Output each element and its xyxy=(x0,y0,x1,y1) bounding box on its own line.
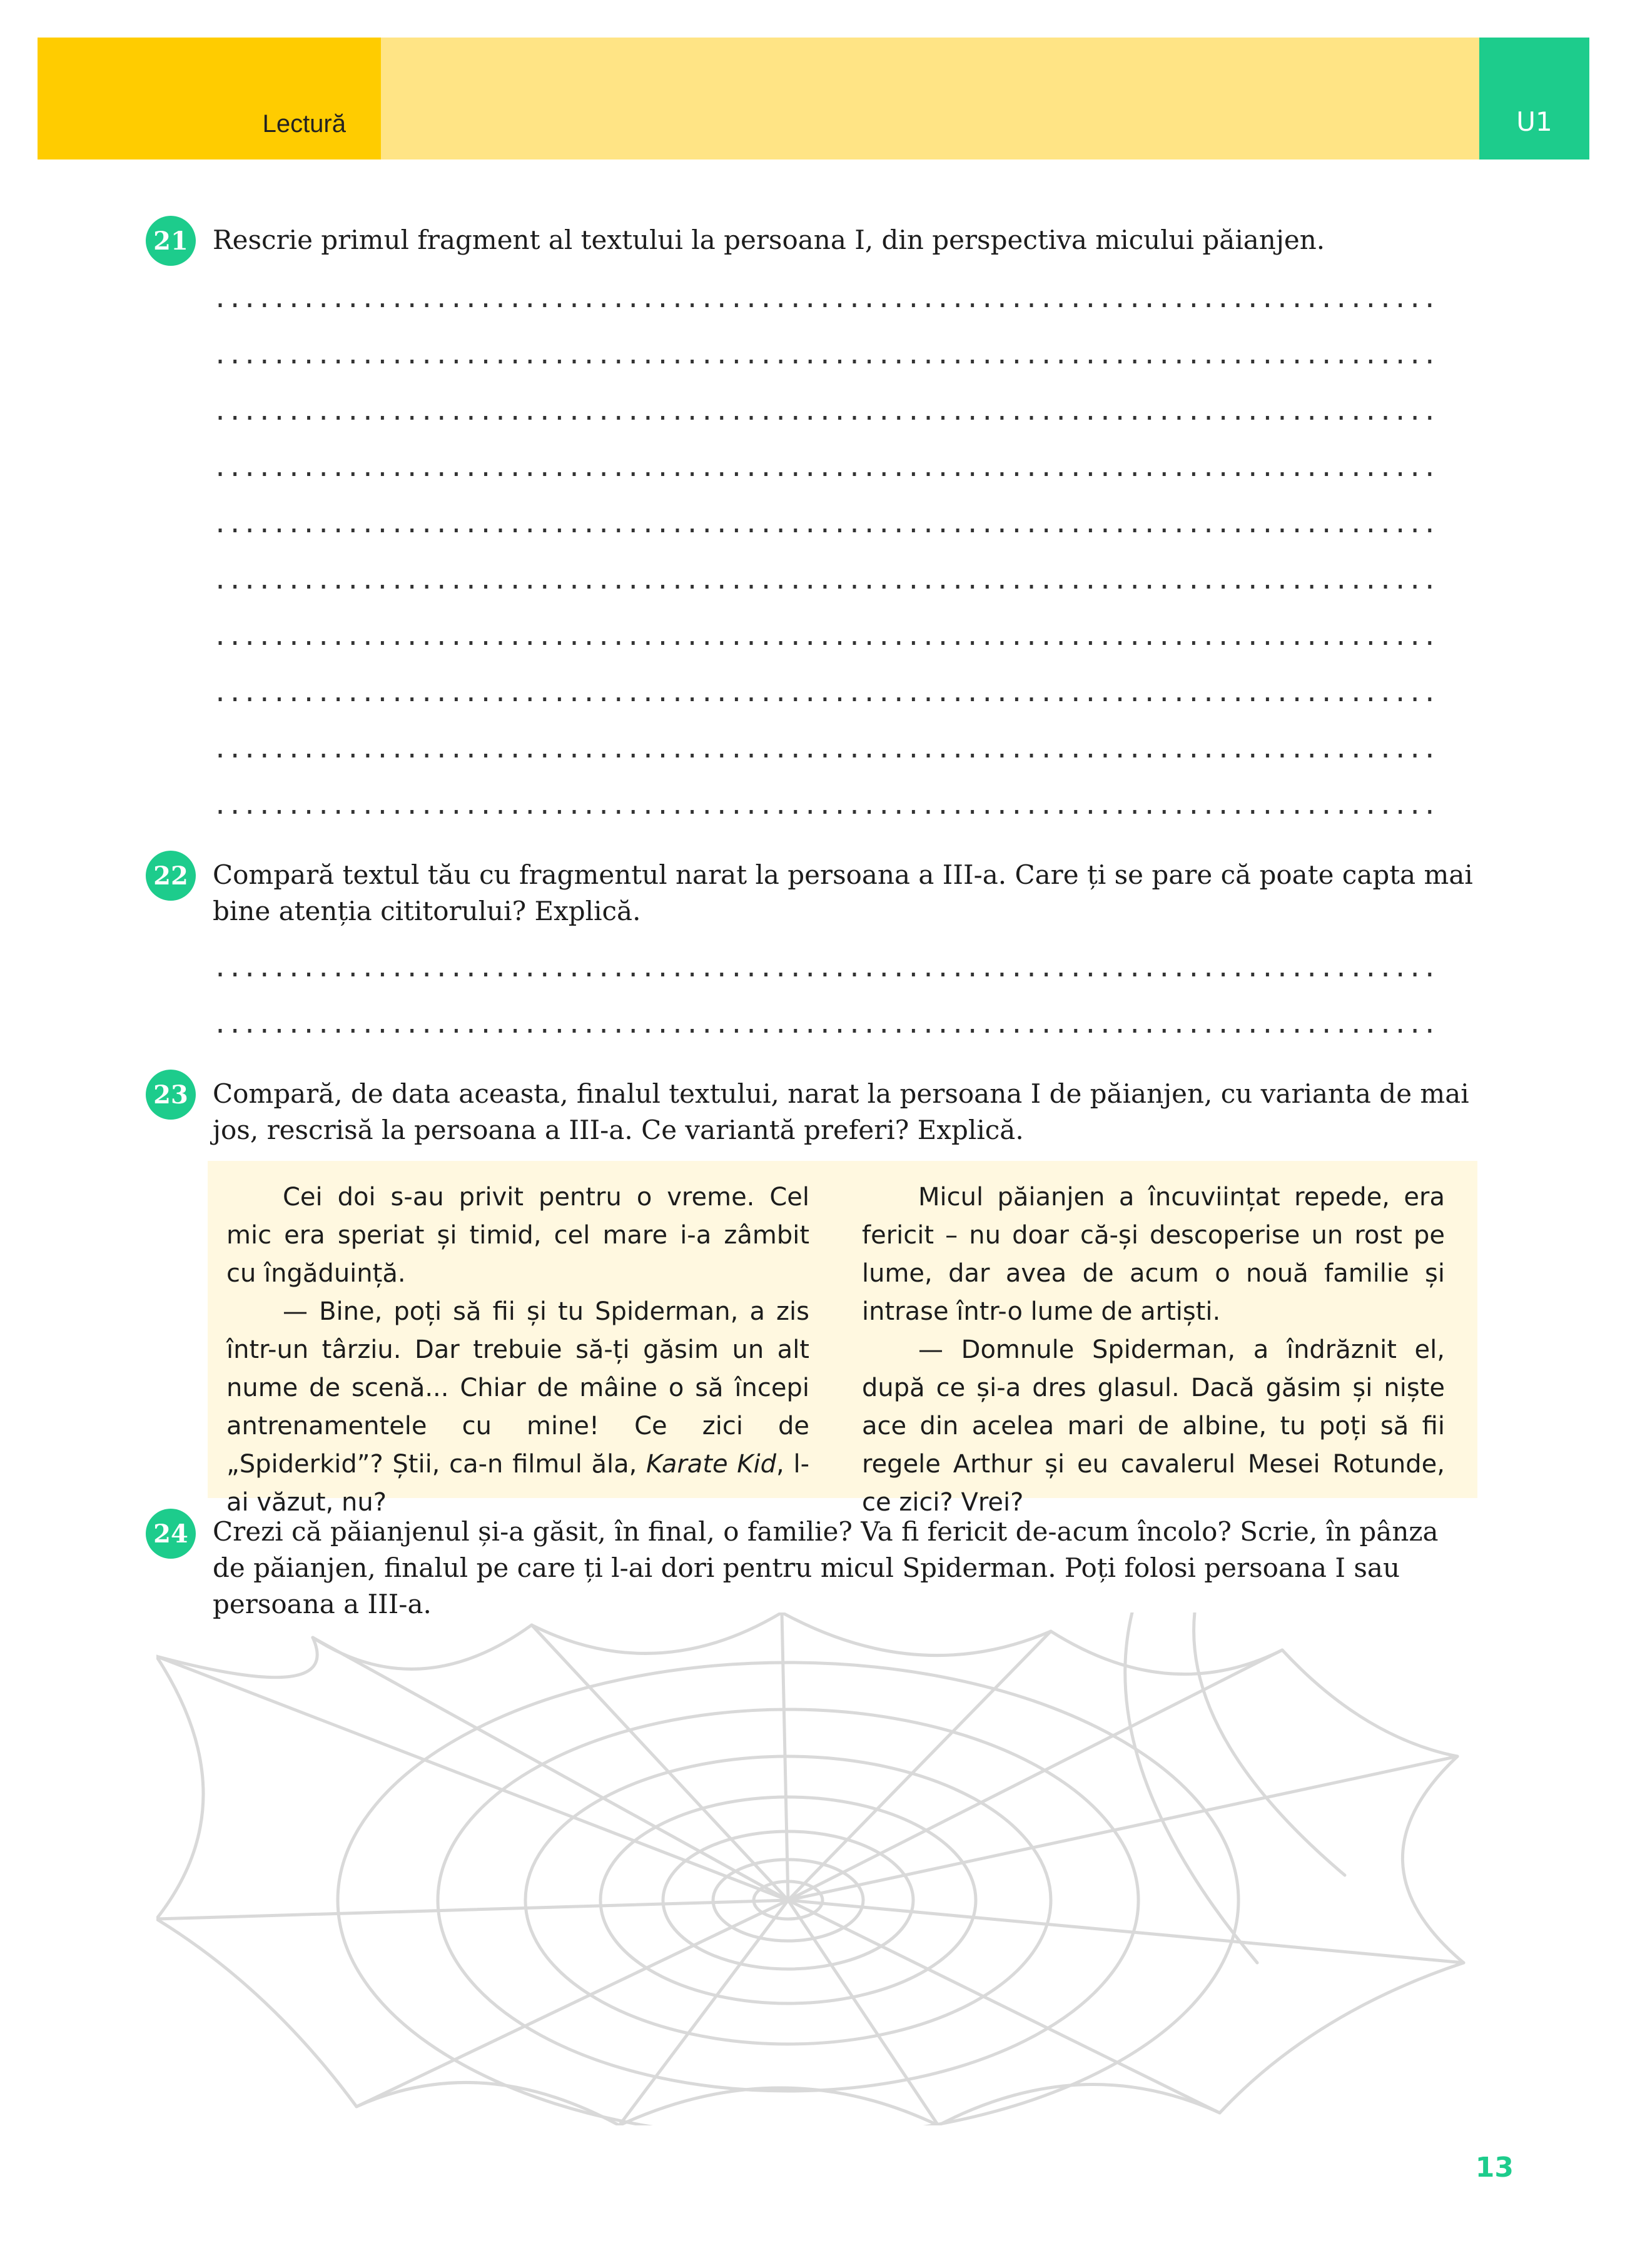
exercise-text-21: Rescrie primul fragment al textului la persoana I, din perspectiva micului păianjen. xyxy=(213,225,1325,255)
answer-line[interactable]: ................................................................................... xyxy=(213,681,1437,706)
exercise-text-22: Compară textul tău cu fragmentul narat la persoana a III-a. Care ți se pare că poate capta mai bine atenția cititorului? Explică. xyxy=(213,859,1473,926)
unit-badge: U1 xyxy=(1479,38,1589,159)
exercise-number-21: 21 xyxy=(146,216,196,266)
excerpt-paragraph: Micul păianjen a încuviințat repede, era fericit – nu doar că-și descoperise un rost pe lume, dar avea de acum o nouă familie și intrase într-o lume de artiști. xyxy=(862,1183,1445,1326)
page-header xyxy=(38,38,1589,159)
excerpt-text: — Bine, poți să fii și tu Spiderman, a zis într-un târziu. Dar trebuie să-ți găsim un alt nume de scenă... Chiar de mâine o să începi antrenamentele cu mine! Ce zici de „Spiderkid”? Știi, ca-n filmul ăla, xyxy=(226,1297,809,1479)
page-number: 13 xyxy=(1475,2152,1514,2184)
excerpt-right-column xyxy=(862,1178,1445,1517)
answer-line[interactable]: ................................................................................... xyxy=(213,737,1437,762)
answer-line[interactable]: ................................................................................... xyxy=(213,399,1437,424)
excerpt-paragraph: — Domnule Spiderman, a îndrăznit el, după ce și-a dres glasul. Dacă găsim și niște ace din acelea mari de albine, tu poți să fii regele Arthur și eu cavalerul Mesei Rotunde, ce zici? Vrei? xyxy=(862,1335,1445,1517)
excerpt-paragraph xyxy=(226,1293,809,1522)
exercise-text-23: Compară, de data aceasta, finalul textului, narat la persoana I de păianjen, cu varianta de mai jos, rescrisă la persoana a III-a. Ce variantă preferi? Explică. xyxy=(213,1078,1469,1145)
excerpt-box xyxy=(208,1161,1477,1517)
answer-line[interactable]: ................................................................................... xyxy=(213,343,1437,368)
excerpt-left-column xyxy=(226,1178,810,1517)
answer-line[interactable]: ................................................................................... xyxy=(213,624,1437,649)
answer-line[interactable]: ................................................................................... xyxy=(213,956,1437,981)
excerpt-paragraph: Cei doi s-au privit pentru o vreme. Cel mic era speriat și timid, cel mare i-a zâmbit cu îngăduință. xyxy=(226,1183,809,1288)
answer-line[interactable]: ................................................................................... xyxy=(213,286,1437,311)
exercise-number-24: 24 xyxy=(146,1509,196,1559)
excerpt-text: , l-ai văzut, nu? xyxy=(226,1450,810,1517)
exercise-number-23: 23 xyxy=(146,1070,196,1120)
section-tab xyxy=(38,38,381,159)
exercise-number-22: 22 xyxy=(146,851,196,901)
movie-title: Karate Kid xyxy=(646,1450,777,1479)
spider-web-drawing-area[interactable] xyxy=(156,1612,1470,2125)
answer-line[interactable]: ................................................................................... xyxy=(213,1012,1437,1037)
answer-line[interactable]: ................................................................................... xyxy=(213,568,1437,593)
section-label: Lectură xyxy=(262,110,346,138)
answer-line[interactable]: ................................................................................... xyxy=(213,455,1437,480)
answer-line[interactable]: ................................................................................... xyxy=(213,793,1437,818)
answer-line[interactable]: ................................................................................... xyxy=(213,512,1437,537)
exercise-text-24: Crezi că păianjenul și-a găsit, în final, o familie? Va fi fericit de-acum încolo? Scrie, în pânza de păianjen, finalul pe care ți l-ai dori pentru micul Spiderman. Poți folosi persoana I sau persoana a III-a. xyxy=(213,1516,1439,1619)
spider-web-icon xyxy=(156,1612,1464,2125)
